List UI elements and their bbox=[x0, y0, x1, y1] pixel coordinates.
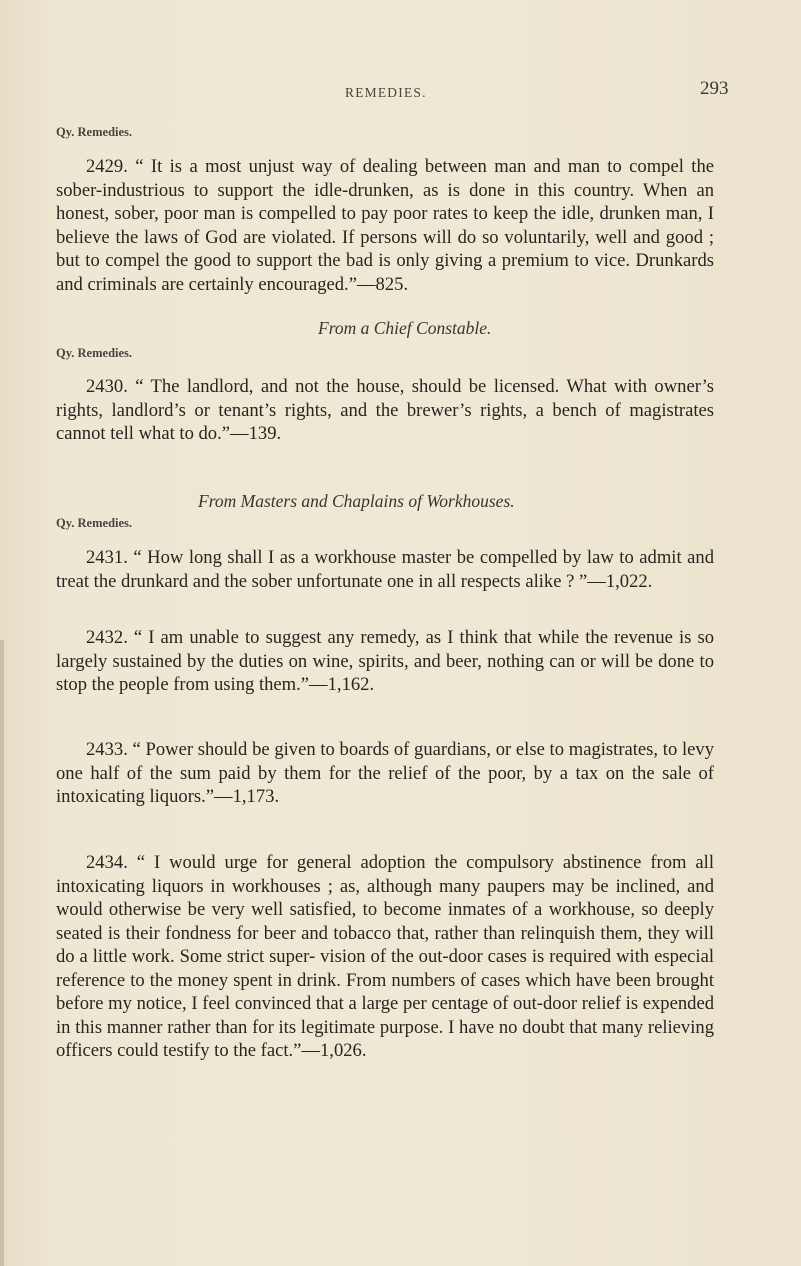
paragraph-2433: 2433. “ Power should be given to boards of guardians, or else to magistrates, to levy one half of the sum paid by them for the relief of the poor, by a tax on the sale of intoxicating liquors.”—1,173. bbox=[56, 739, 714, 807]
paragraph-2432: 2432. “ I am unable to suggest any remedy, as I think that while the revenue is so largely sustained by the duties on wine, spirits, and beer, nothing can or will be done to stop the people from using them.”—1,162. bbox=[56, 627, 714, 695]
page-edge-shadow bbox=[0, 640, 4, 1266]
paragraph-2434: 2434. “ I would urge for general adoption the compulsory abstinence from all intoxicating liquors in workhouses ; as, although many paupers may be inclined, and would otherwise be very well satisfied, to become inmates of a workhouse, so deeply seated is their fondness for beer and tobacco that, rather than relinquish them, they will do a little work. Some strict super- vision of the out-door cases is required with especial reference to the money spent in drink. From numbers of cases which have been brought before my notice, I feel convinced that a large per centage of out-door relief is expended in this manner rather than for its legitimate purpose. I have no doubt that many relieving officers could testify to the fact.”—1,026. bbox=[56, 852, 714, 1061]
section-heading-workhouses: From Masters and Chaplains of Workhouses. bbox=[198, 491, 515, 511]
paragraph-2430: 2430. “ The landlord, and not the house, should be licensed. What with owner’s rights, landlord’s or tenant’s rights, and the brewer’s rights, a bench of magistrates cannot tell what to do.”—139. bbox=[56, 376, 714, 444]
paragraph-2431: 2431. “ How long shall I as a workhouse master be compelled by law to admit and treat the drunkard and the sober unfortunate one in all respects alike ? ”—1,022. bbox=[56, 547, 714, 592]
running-head: REMEDIES. bbox=[345, 85, 427, 100]
section-heading-chief-constable: From a Chief Constable. bbox=[318, 318, 492, 338]
paragraph-2429: 2429. “ It is a most unjust way of dealing between man and man to compel the sober-industrious to support the idle-drunken, as is done in this country. When an honest, sober, poor man is compelled to pay poor rates to keep the idle, drunken man, I believe the laws of God are violated. If persons will do so voluntarily, well and good ; but to compel the good to support the bad is only giving a premium to vice. Drunkards and criminals are certainly encouraged.”—825. bbox=[56, 156, 714, 295]
query-label: Qy. Remedies. bbox=[56, 125, 133, 139]
page-number: 293 bbox=[700, 78, 729, 99]
query-label: Qy. Remedies. bbox=[56, 346, 133, 360]
query-label: Qy. Remedies. bbox=[56, 516, 133, 530]
